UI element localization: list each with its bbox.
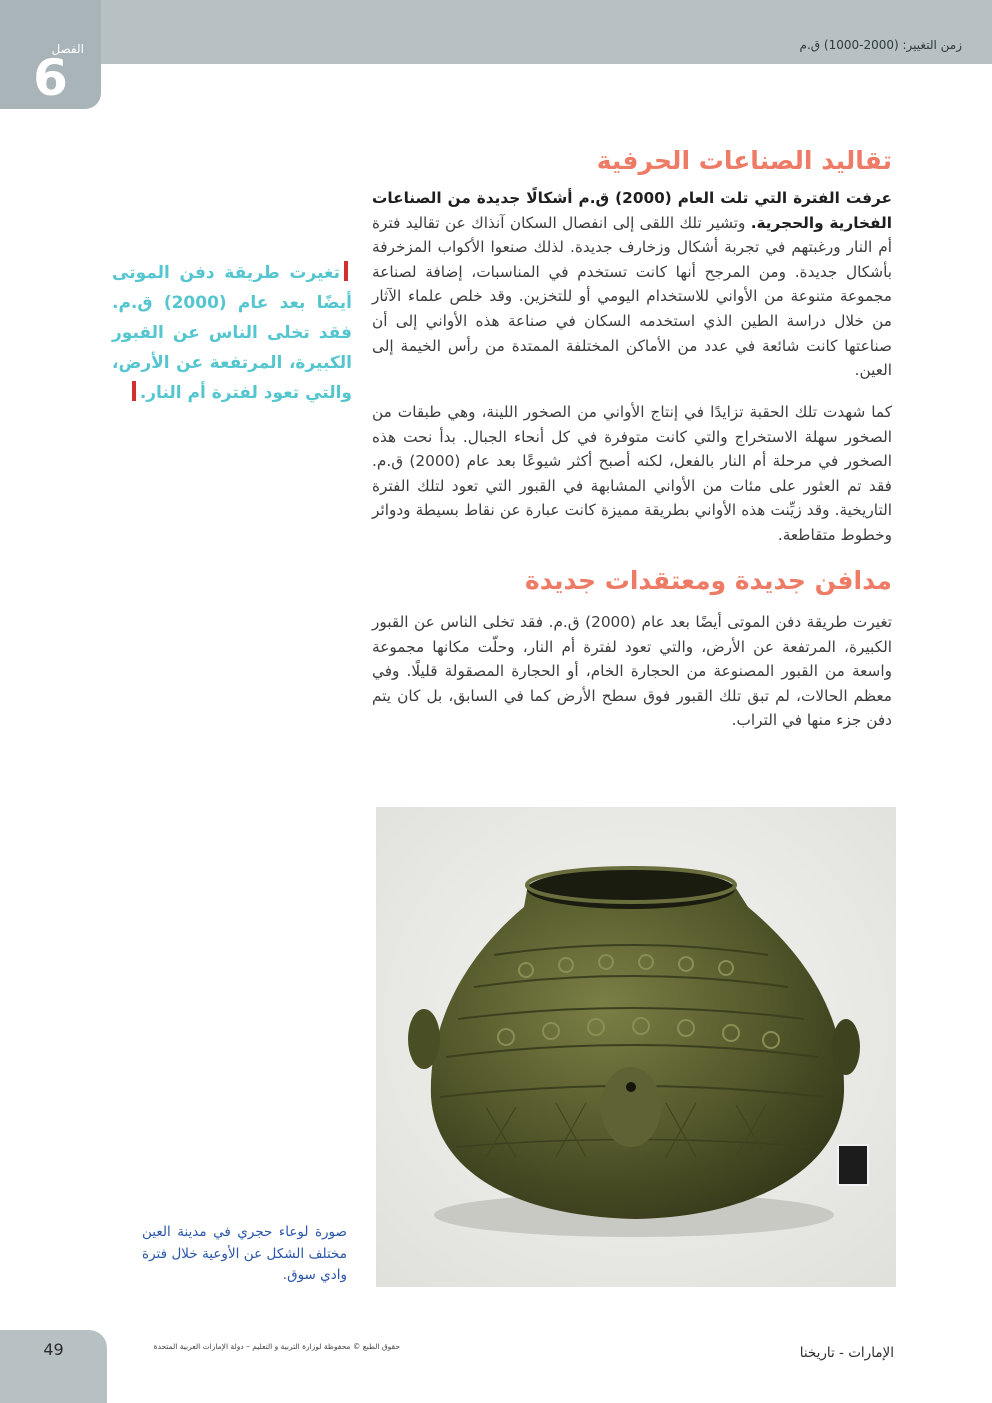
paragraph-burials: تغيرت طريقة دفن الموتى أيضًا بعد عام (2000) ق.م. فقد تخلى الناس عن القبور الكبيرة، المرتفعة عن الأرض، والتي تعود لفترة أم النار، وحلّت مكانها مجموعة واسعة من القبور المصنوعة من الحجارة الخام، أو الحجارة المصقولة قليلًا. وفي معظم الحالات، لم تبق تلك القبور فوق سطح الأرض كما في السابق، بل كان يتم دفن جزء منها في التراب.: [372, 613, 893, 730]
pull-quote: [112, 258, 352, 408]
stone-vessel-photo: [376, 807, 896, 1287]
chapter-label: الفصل: [51, 42, 84, 56]
running-head: زمن التغيير: (2000-1000) ق.م: [799, 38, 962, 52]
quote-bar-start: [344, 261, 348, 281]
quote-bar-end: [132, 381, 136, 401]
section-title-crafts: تقاليد الصناعات الحرفية: [596, 146, 892, 175]
book-name: الإمارات - تاريخنا: [799, 1345, 894, 1361]
header-band: [0, 0, 992, 64]
figure-caption: صورة لوعاء حجري في مدينة العين مختلف الشكل عن الأوعية خلال فترة وادي سوق.: [142, 1224, 347, 1283]
paragraph-body: وتشير تلك اللقى إلى انفصال السكان آنذاك عن تقاليد فترة أم النار ورغبتهم في تجربة أشكال وزخارف جديدة. لذلك صنعوا الأكواب المزخرفة بأشكال جديدة. ومن المرجح أنها كانت تستخدم في المناسبات، إضافة لصناعة مجموعة متنوعة من الأواني للاستخدام اليومي أو للتخزين. وقد خلص علماء الآثار من خلال دراسة الطين الذي استخدمه السكان في صناعة هذه الأواني إلى أن صناعتها كانت شائعة في عدد من الأماكن المختلفة الممتدة من رأس الخيمة إلى العين.: [372, 213, 892, 380]
chapter-number: 6: [33, 49, 68, 107]
pull-quote-text: تغيرت طريقة دفن الموتى أيضًا بعد عام (2000) ق.م. فقد تخلى الناس عن القبور الكبيرة، المرتفعة عن الأرض، والتي تعود لفترة أم النار.: [112, 263, 353, 403]
paragraph-lead: عرفت الفترة التي تلت العام (2000) ق.م أشكالًا جديدة من الصناعات الفخارية والحجرية.: [372, 189, 892, 232]
page-number: 49: [43, 1340, 64, 1359]
copyright-notice: حقوق الطبع © محفوظة لوزارة التربية و التعليم – دولة الإمارات العربية المتحدة: [153, 1342, 400, 1351]
paragraph-soft-stone: كما شهدت تلك الحقبة تزايدًا في إنتاج الأواني من الصخور اللينة، وهي طبقات من الصخور سهلة الاستخراج والتي كانت متوفرة في كل أنحاء الجبال. بدأ نحت هذه الصخور في مرحلة أم النار بالفعل، لكنه أصبح أكثر شيوعًا بعد عام (2000) ق.م. فقد تم العثور على مئات من الأواني المشابهة في القبور التي تعود لتلك الفترة التاريخية. وقد زيِّنت هذه الأواني بطريقة مميزة كانت عبارة عن نقاط بسيطة ودوائر وخطوط متقاطعة.: [372, 403, 892, 544]
paragraph-crafts: [372, 186, 892, 383]
section-title-burials: مدافن جديدة ومعتقدات جديدة: [524, 566, 892, 595]
